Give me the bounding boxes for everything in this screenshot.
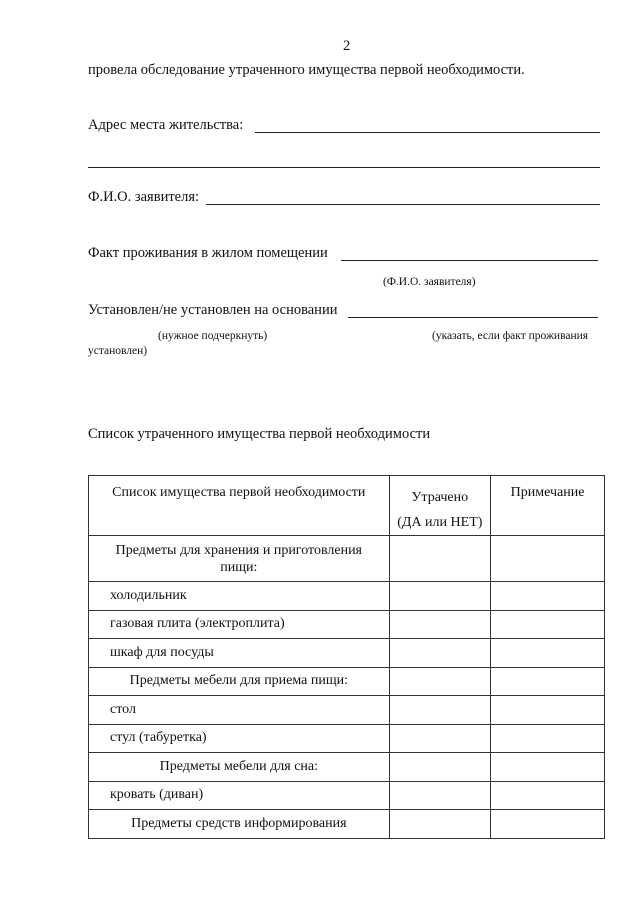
basis-line[interactable] <box>348 317 598 318</box>
property-table <box>88 475 605 839</box>
row-note-cell[interactable] <box>491 781 605 810</box>
table-row <box>89 610 605 639</box>
row-note-cell[interactable] <box>491 610 605 639</box>
table-row <box>89 582 605 611</box>
header-col-lost: Утрачено (ДА или НЕТ) <box>389 476 490 536</box>
address-line[interactable] <box>255 132 600 133</box>
row-lost-cell[interactable] <box>389 639 490 668</box>
row-note-cell[interactable] <box>491 582 605 611</box>
row-label: газовая плита (электроплита) <box>89 610 390 639</box>
row-note-cell[interactable] <box>491 753 605 782</box>
row-lost-cell[interactable] <box>389 810 490 839</box>
row-lost-cell[interactable] <box>389 781 490 810</box>
row-label: Предметы мебели для сна: <box>89 753 390 782</box>
row-label: стол <box>89 696 390 725</box>
table-row <box>89 536 605 582</box>
header-col-list: Список имущества первой необходимости <box>89 476 390 536</box>
address-label: Адрес места жительства: <box>88 117 244 133</box>
table-row <box>89 639 605 668</box>
row-note-cell[interactable] <box>491 639 605 668</box>
table-row <box>89 667 605 696</box>
row-note-cell[interactable] <box>491 810 605 839</box>
row-label: стул (табуретка) <box>89 724 390 753</box>
intro-line: провела обследование утраченного имущества первой необходимости. <box>88 62 525 78</box>
row-lost-cell[interactable] <box>389 582 490 611</box>
row-lost-cell[interactable] <box>389 667 490 696</box>
row-label: холодильник <box>89 582 390 611</box>
page-number: 2 <box>343 38 351 54</box>
row-note-cell[interactable] <box>491 667 605 696</box>
row-lost-cell[interactable] <box>389 724 490 753</box>
row-label: кровать (диван) <box>89 781 390 810</box>
table-row <box>89 781 605 810</box>
row-note-cell[interactable] <box>491 724 605 753</box>
row-lost-cell[interactable] <box>389 696 490 725</box>
address-line-2[interactable] <box>88 167 600 168</box>
row-label: Предметы для хранения и приготовления пищи: <box>89 536 390 582</box>
underline-hint: (нужное подчеркнуть) <box>158 330 268 342</box>
table-row <box>89 724 605 753</box>
table-header-row <box>89 476 605 536</box>
row-label: Предметы средств информирования <box>89 810 390 839</box>
basis-hint-cont: установлен) <box>88 345 148 357</box>
row-lost-cell[interactable] <box>389 753 490 782</box>
row-lost-cell[interactable] <box>389 536 490 582</box>
row-label: Предметы мебели для приема пищи: <box>89 667 390 696</box>
basis-hint: (указать, если факт проживания <box>432 330 589 342</box>
table-row <box>89 810 605 839</box>
residence-line[interactable] <box>341 260 598 261</box>
header-col-note: Примечание <box>491 476 605 536</box>
row-label: шкаф для посуды <box>89 639 390 668</box>
applicant-line[interactable] <box>206 204 600 205</box>
table-row <box>89 753 605 782</box>
row-note-cell[interactable] <box>491 536 605 582</box>
applicant-label: Ф.И.О. заявителя: <box>88 189 200 205</box>
list-title: Список утраченного имущества первой необходимости <box>88 426 431 442</box>
table-row <box>89 696 605 725</box>
basis-label: Установлен/не установлен на основании <box>88 302 338 318</box>
residence-hint: (Ф.И.О. заявителя) <box>383 276 476 288</box>
residence-label: Факт проживания в жилом помещении <box>88 245 328 261</box>
row-lost-cell[interactable] <box>389 610 490 639</box>
row-note-cell[interactable] <box>491 696 605 725</box>
